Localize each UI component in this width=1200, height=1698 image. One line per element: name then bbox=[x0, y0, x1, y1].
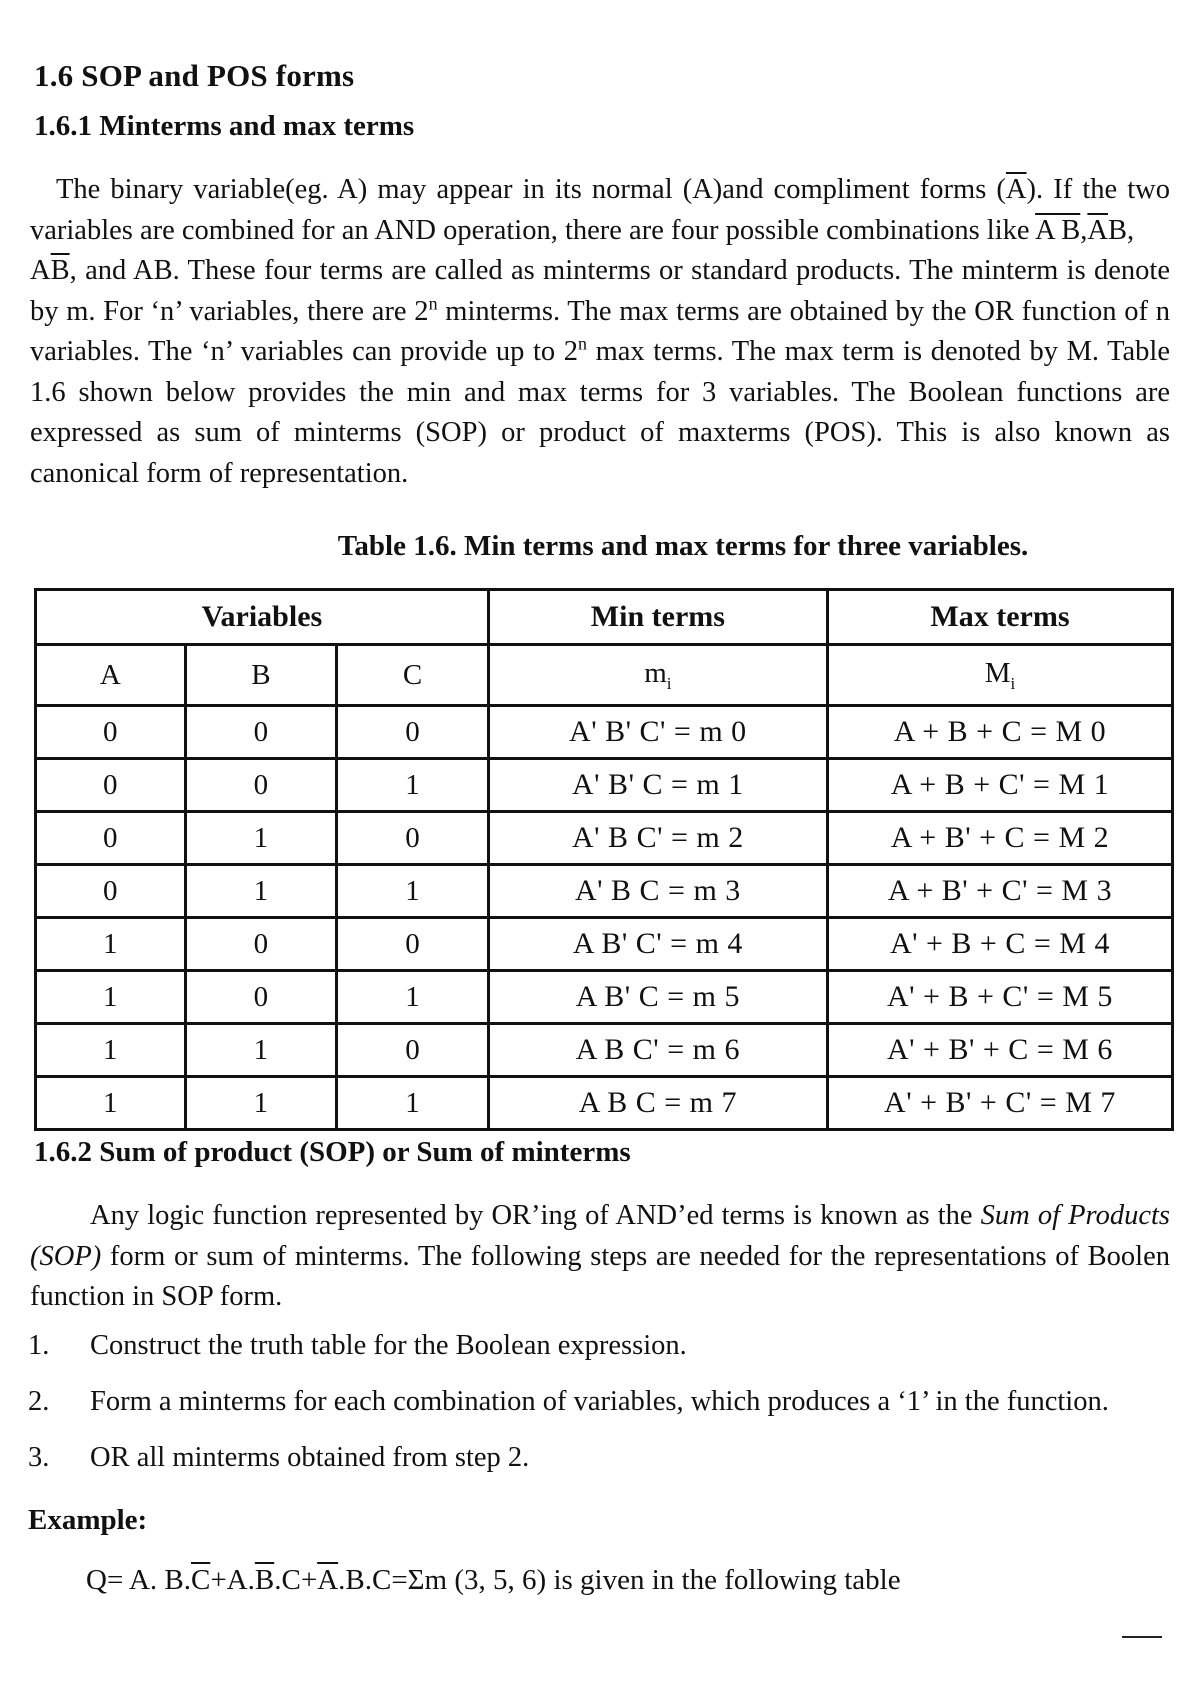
step-text: Form a minterms for each combination of variables, which produces a ‘1’ in the function. bbox=[90, 1386, 1109, 1417]
intro-text-3: , and AB. These four terms are called as minterms or standard products. The minterm is denote by m. For ‘n’ variables, there are 2 bbox=[30, 255, 1170, 327]
step-number: 3. bbox=[28, 1442, 50, 1473]
cell-b: 1 bbox=[185, 865, 337, 918]
eq-bar-a: $\overline{A}$ bbox=[317, 1564, 339, 1596]
table-row bbox=[36, 865, 1173, 918]
header-a: A bbox=[36, 645, 186, 706]
step-text: Construct the truth table for the Boolean expression. bbox=[90, 1330, 687, 1361]
header-c: C bbox=[337, 645, 489, 706]
intro-text-1: The binary variable(eg. A) may appear in its normal (A)and compliment forms ( bbox=[56, 174, 1006, 205]
table-row bbox=[36, 812, 1173, 865]
cell-maxterm: A' + B + C = M 4 bbox=[827, 918, 1172, 971]
sop-text-1: Any logic function represented by OR’ing of AND’ed terms is known as the bbox=[90, 1200, 981, 1231]
eq-sigma: .B.C=Σm (3, 5, 6) bbox=[338, 1564, 547, 1596]
cell-maxterm: A' + B' + C = M 6 bbox=[827, 1024, 1172, 1077]
table-row bbox=[36, 1024, 1173, 1077]
list-item bbox=[28, 1382, 1178, 1438]
intro-exponent-1: n bbox=[428, 293, 438, 313]
cell-maxterm: A + B' + C' = M 3 bbox=[827, 865, 1172, 918]
eq-bar-b: $\overline{B}$ bbox=[254, 1564, 275, 1596]
header-M-sub: i bbox=[1010, 673, 1016, 693]
intro-bar-a: $\overline{A}$ bbox=[1005, 174, 1027, 205]
cell-c: 0 bbox=[337, 918, 489, 971]
cell-b: 1 bbox=[185, 812, 337, 865]
cell-b: 0 bbox=[185, 706, 337, 759]
sop-text-2: form or sum of minterms. The following steps are needed for the representations of Boolen function in SOP form. bbox=[30, 1240, 1170, 1312]
table-row bbox=[36, 971, 1173, 1024]
cell-b: 0 bbox=[185, 971, 337, 1024]
header-M-i bbox=[827, 645, 1172, 706]
cell-b: 0 bbox=[185, 759, 337, 812]
section-title: 1.6 SOP and POS forms bbox=[34, 58, 355, 93]
cell-a: 0 bbox=[36, 759, 186, 812]
cell-c: 0 bbox=[337, 812, 489, 865]
intro-combo-2b: B, bbox=[1107, 214, 1135, 246]
subsection-title-minterms: 1.6.1 Minterms and max terms bbox=[34, 110, 415, 142]
cell-maxterm: A + B + C = M 0 bbox=[827, 706, 1172, 759]
eq-tail-text: is given in the following table bbox=[546, 1564, 901, 1596]
page-mark bbox=[1122, 1636, 1162, 1638]
intro-combo-3a: A bbox=[30, 255, 51, 286]
cell-minterm: A' B' C' = m 0 bbox=[488, 706, 827, 759]
cell-minterm: A B' C = m 5 bbox=[488, 971, 827, 1024]
cell-a: 0 bbox=[36, 865, 186, 918]
table-caption: Table 1.6. Min terms and max terms for three variables. bbox=[337, 530, 1029, 562]
header-M-letter: M bbox=[984, 656, 1011, 689]
intro-combo-2a: $\overline{A}$ bbox=[1087, 214, 1108, 246]
table-sub-header-row bbox=[36, 645, 1173, 706]
cell-maxterm: A' + B' + C' = M 7 bbox=[827, 1077, 1172, 1130]
header-b: B bbox=[185, 645, 337, 706]
cell-a: 1 bbox=[36, 971, 186, 1024]
header-min-terms: Min terms bbox=[488, 590, 827, 645]
minterm-maxterm-table bbox=[34, 588, 1174, 1131]
list-item bbox=[28, 1438, 1178, 1494]
example-label: Example: bbox=[28, 1504, 148, 1536]
cell-minterm: A B C = m 7 bbox=[488, 1077, 827, 1130]
sop-italic-term: Sum of Products (SOP) bbox=[30, 1200, 1171, 1272]
intro-combo-sep: , bbox=[1080, 214, 1088, 246]
eq-plus-a: +A. bbox=[210, 1564, 255, 1596]
cell-c: 1 bbox=[337, 1077, 489, 1130]
eq-lhs: Q= A. B. bbox=[86, 1564, 191, 1596]
cell-c: 0 bbox=[337, 706, 489, 759]
intro-text-2: ). If the two variables are combined for an AND operation, there are four possible combinations like bbox=[30, 174, 1170, 246]
cell-b: 1 bbox=[185, 1024, 337, 1077]
cell-a: 1 bbox=[36, 1024, 186, 1077]
cell-a: 1 bbox=[36, 918, 186, 971]
cell-minterm: A B C' = m 6 bbox=[488, 1024, 827, 1077]
table-row bbox=[36, 1077, 1173, 1130]
cell-minterm: A' B C' = m 2 bbox=[488, 812, 827, 865]
subsection-title-sop: 1.6.2 Sum of product (SOP) or Sum of minterms bbox=[34, 1136, 631, 1168]
step-number: 1. bbox=[28, 1330, 50, 1361]
intro-combo-3b: $\overline{B}$ bbox=[50, 255, 70, 286]
cell-minterm: A B' C' = m 4 bbox=[488, 918, 827, 971]
cell-b: 0 bbox=[185, 918, 337, 971]
step-number: 2. bbox=[28, 1386, 50, 1417]
intro-combo-1: A B bbox=[1035, 214, 1081, 246]
cell-b: 1 bbox=[185, 1077, 337, 1130]
header-m-i bbox=[488, 645, 827, 706]
cell-maxterm: A + B + C' = M 1 bbox=[827, 759, 1172, 812]
table-row bbox=[36, 918, 1173, 971]
cell-c: 1 bbox=[337, 759, 489, 812]
eq-bar-c: $\overline{C}$ bbox=[190, 1564, 211, 1596]
intro-text-4: minterms. The max terms are obtained by the OR function of n variables. The ‘n’ variables can provide up to 2 bbox=[30, 295, 1170, 367]
cell-c: 1 bbox=[337, 865, 489, 918]
cell-c: 1 bbox=[337, 971, 489, 1024]
table-row bbox=[36, 706, 1173, 759]
cell-a: 0 bbox=[36, 706, 186, 759]
cell-a: 1 bbox=[36, 1077, 186, 1130]
cell-minterm: A' B C = m 3 bbox=[488, 865, 827, 918]
sop-paragraph bbox=[30, 1196, 1170, 1318]
header-m-letter: m bbox=[644, 656, 667, 689]
intro-paragraph bbox=[30, 170, 1170, 494]
header-m-sub: i bbox=[666, 673, 672, 693]
cell-c: 0 bbox=[337, 1024, 489, 1077]
table-group-header-row bbox=[36, 590, 1173, 645]
eq-term2-tail: .C+ bbox=[274, 1564, 318, 1596]
cell-maxterm: A' + B + C' = M 5 bbox=[827, 971, 1172, 1024]
cell-minterm: A' B' C = m 1 bbox=[488, 759, 827, 812]
cell-maxterm: A + B' + C = M 2 bbox=[827, 812, 1172, 865]
intro-exponent-2: n bbox=[577, 333, 587, 354]
sop-steps-list bbox=[28, 1326, 1178, 1494]
list-item bbox=[28, 1326, 1178, 1382]
table-row bbox=[36, 759, 1173, 812]
header-variables: Variables bbox=[36, 590, 489, 645]
cell-a: 0 bbox=[36, 812, 186, 865]
header-max-terms: Max terms bbox=[827, 590, 1172, 645]
example-equation bbox=[86, 1564, 901, 1597]
intro-text-5: max terms. The max term is denoted by M. Table 1.6 shown below provides the min and max terms for 3 variables. The Boolean functions are expressed as sum of minterms (SOP) or product of maxterms (POS). This is also known as canonical form of representation. bbox=[30, 336, 1170, 489]
step-text: OR all minterms obtained from step 2. bbox=[90, 1442, 530, 1473]
